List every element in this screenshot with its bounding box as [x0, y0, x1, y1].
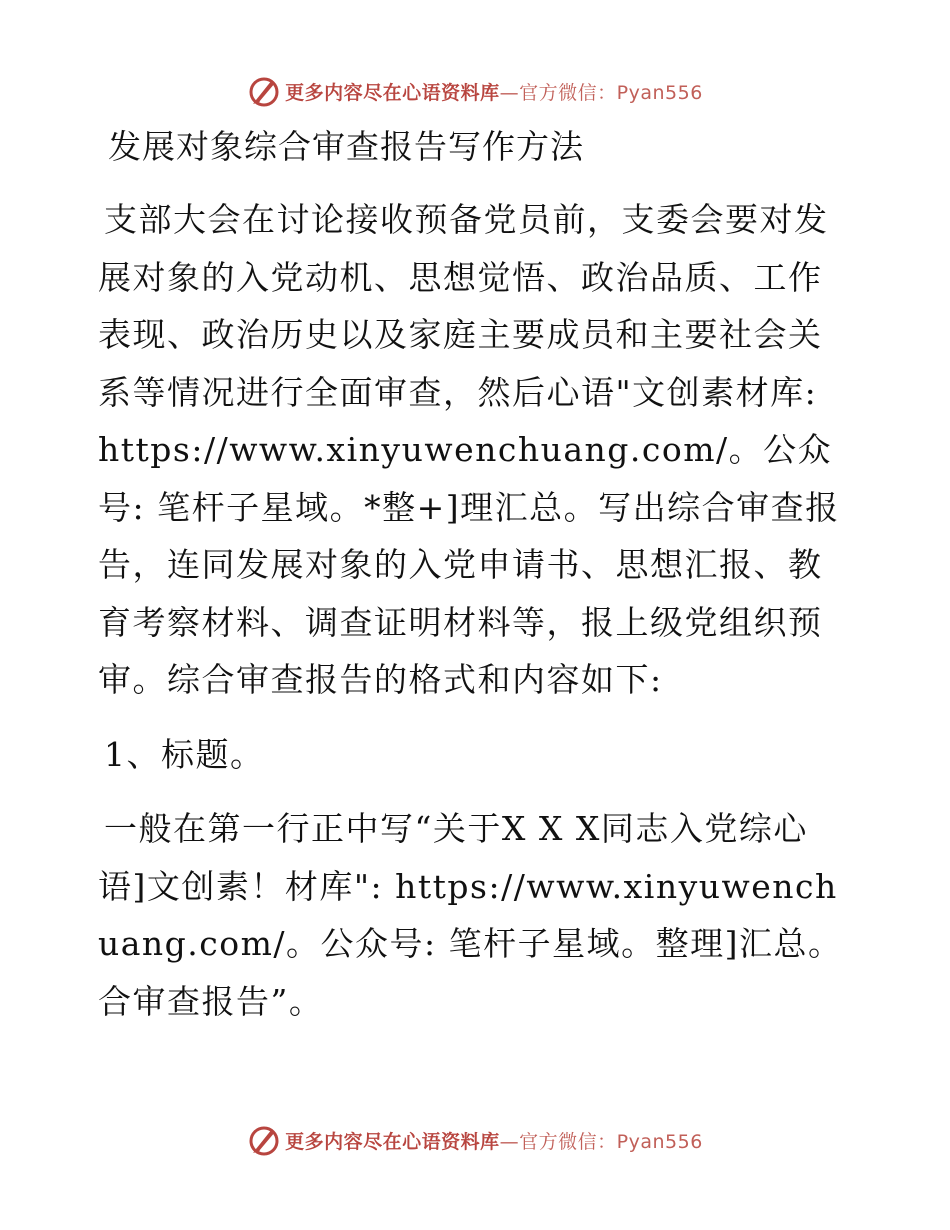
document-body — [98, 118, 850, 1030]
paragraph-intro: 支部大会在讨论接收预备党员前，支委会要对发展对象的入党动机、思想觉悟、政治品质、工作表现、政治历史以及家庭主要成员和主要社会关系等情况进行全面审查，然后心语"文创素材库: https://www.xinyuwenchuang.com/。公众号: 笔杆子星域。*整+]理汇总。写出综合审查报告，连同发展对象的入党申请书、思想汇报、教育考察材料、调查证明材料等，报上级党组织预审。综合审查报告的格式和内容如下: — [98, 200, 840, 699]
banner-wechat-text: —官方微信：Pyan556 — [499, 81, 703, 104]
footer-banner — [0, 1118, 950, 1162]
banner-brand-text: 更多内容尽在心语资料库 — [285, 81, 500, 104]
quill-pen-logo-icon — [247, 1123, 281, 1157]
quill-pen-logo-icon — [247, 74, 281, 108]
document-title: 发展对象综合审查报告写作方法 — [108, 127, 584, 166]
footer-brand-text: 更多内容尽在心语资料库 — [285, 1130, 500, 1153]
footer-wechat-text: —官方微信：Pyan556 — [499, 1130, 703, 1153]
paragraph-title-instruction: 一般在第一行正中写“关于X X X同志入党综心语]文创素！材库": https://www.xinyuwenchuang.com/。公众号: 笔杆子星域。整理]汇总。合审查报告”。 — [98, 809, 843, 1021]
paragraph-heading-1: 1、标题。 — [104, 734, 265, 774]
header-banner — [0, 69, 950, 113]
